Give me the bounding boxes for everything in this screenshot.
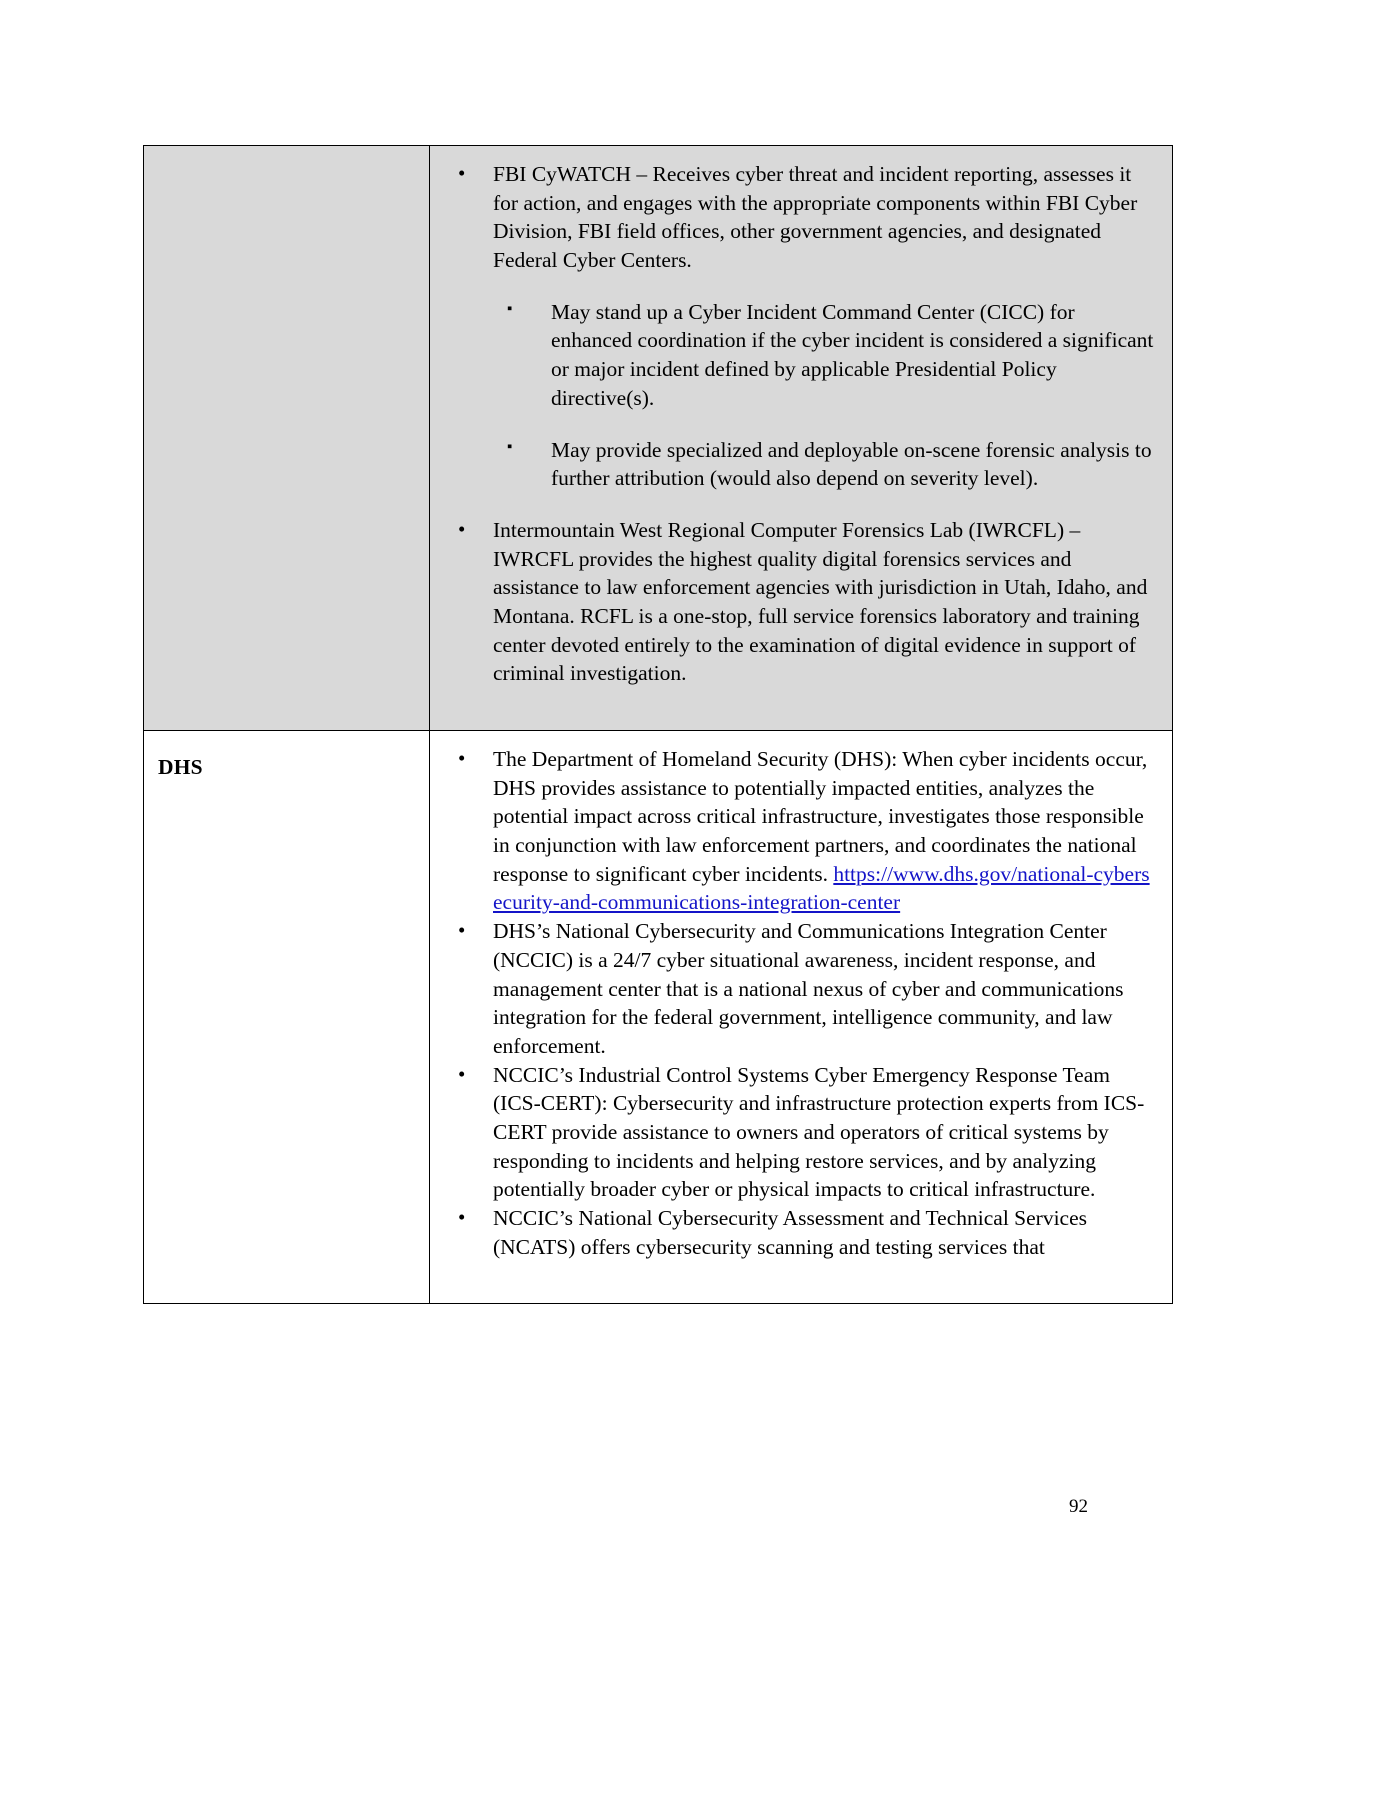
sub-bullet-text: May provide specialized and deployable on-scene forensic analysis to further attribution (would also depend on severity level). xyxy=(551,437,1152,491)
agency-name-label: DHS xyxy=(158,755,203,779)
agency-roles-table xyxy=(143,145,1173,1304)
sub-bullet-list xyxy=(493,298,1156,493)
bullet-list xyxy=(446,745,1156,1261)
bullet-text: NCCIC’s National Cybersecurity Assessment and Technical Services (NCATS) offers cybersecurity scanning and testing services that xyxy=(493,1206,1088,1259)
bullet-text: The Department of Homeland Security (DHS): When cyber incidents occur, DHS provides assistance to potentially impacted entities, analyzes the potential impact across critical infrastructure, investigates those responsible in conjunction with law enforcement partners, and coordinates the national response to significant cyber incidents. xyxy=(493,747,1148,886)
list-item xyxy=(446,160,1156,493)
list-item xyxy=(446,516,1156,688)
sub-bullet-text: May stand up a Cyber Incident Command Center (CICC) for enhanced coordination if the cyber incident is considered a significant or major incident defined by applicable Presidential Policy directive(s). xyxy=(551,299,1154,410)
table-cell-agency xyxy=(144,731,430,1304)
cell-bottom-spacer xyxy=(446,1261,1156,1287)
list-item xyxy=(493,298,1156,413)
table-cell-description xyxy=(430,146,1173,731)
bullet-text: Intermountain West Regional Computer Forensics Lab (IWRCFL) – IWRCFL provides the highest quality digital forensics services and assistance to law enforcement agencies with jurisdiction in Utah, Idaho, and Montana. RCFL is a one-stop, full service forensics laboratory and training center devoted entirely to the examination of digital evidence in support of criminal investigation. xyxy=(493,517,1148,686)
bullet-text: DHS’s National Cybersecurity and Communications Integration Center (NCCIC) is a 24/7 cyber situational awareness, incident response, and management center that is a national nexus of cyber and communications integration for the federal government, intelligence community, and law enforcement. xyxy=(493,919,1124,1058)
table-cell-agency xyxy=(144,146,430,731)
bullet-text: FBI CyWATCH – Receives cyber threat and incident reporting, assesses it for action, and engages with the appropriate components within FBI Cyber Division, FBI field offices, other government agencies, and designated Federal Cyber Centers. xyxy=(493,162,1138,273)
table-row xyxy=(144,731,1173,1304)
table-cell-description xyxy=(430,731,1173,1304)
list-item xyxy=(446,1061,1156,1204)
dhs-nccic-link[interactable]: https://www.dhs.gov/national-cybersecurity-and-communications-integration-center xyxy=(493,861,1150,915)
list-item xyxy=(493,436,1156,493)
bullet-list xyxy=(446,160,1156,688)
list-item xyxy=(446,1204,1156,1261)
table-row xyxy=(144,146,1173,731)
page-number: 92 xyxy=(1069,1496,1088,1517)
list-item xyxy=(446,745,1156,917)
cell-bottom-spacer xyxy=(446,688,1156,714)
bullet-text: NCCIC’s Industrial Control Systems Cyber Emergency Response Team (ICS-CERT): Cybersecurity and infrastructure protection experts from ICS-CERT provide assistance to owners and operators of critical systems by responding to incidents and helping restore services, and by analyzing potentially broader cyber or physical impacts to critical infrastructure. xyxy=(493,1062,1145,1202)
list-item xyxy=(446,917,1156,1060)
